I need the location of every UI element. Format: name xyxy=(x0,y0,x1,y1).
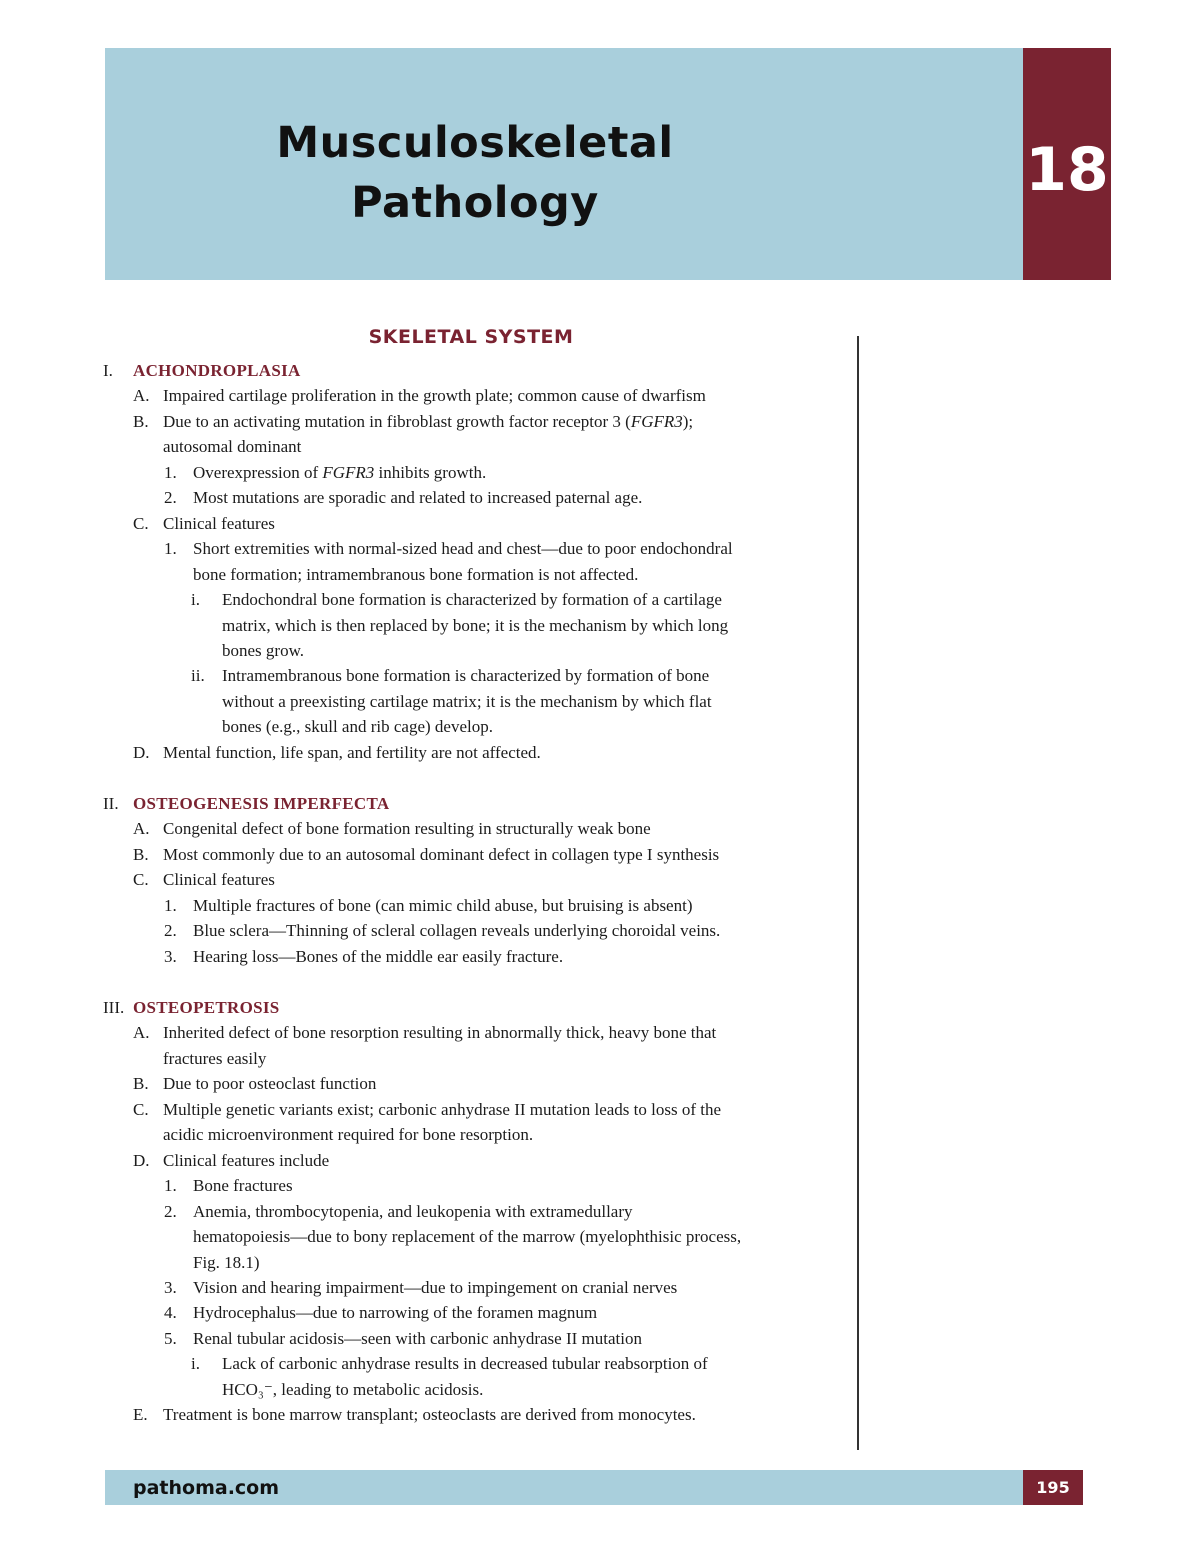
outline-text-line: Multiple fractures of bone (can mimic child abuse, but bruising is absent) xyxy=(193,895,693,915)
footer-site-link[interactable]: pathoma.com xyxy=(133,1477,280,1499)
outline-text-line: acidic microenvironment required for bone resorption. xyxy=(163,1125,534,1145)
outline-text-line: Congenital defect of bone formation resulting in structurally weak bone xyxy=(163,819,651,839)
outline-marker: C. xyxy=(133,1099,149,1119)
margin-rule xyxy=(857,336,859,1450)
outline-marker: 2. xyxy=(164,1201,177,1221)
outline-text-line: matrix, which is then replaced by bone; it is the mechanism by which long xyxy=(222,615,729,635)
outline-text-line: Renal tubular acidosis—seen with carbonic anhydrase II mutation xyxy=(193,1328,642,1348)
outline-text-line: Intramembranous bone formation is characterized by formation of bone xyxy=(222,666,710,686)
outline-marker: 4. xyxy=(164,1303,177,1323)
outline-marker: ii. xyxy=(191,666,205,686)
outline-text-line: bone formation; intramembranous bone formation is not affected. xyxy=(193,564,639,584)
outline-marker: 5. xyxy=(164,1328,177,1348)
outline-text-line: Due to an activating mutation in fibroblast growth factor receptor 3 (FGFR3); xyxy=(163,411,694,431)
outline-marker: 2. xyxy=(164,488,177,508)
outline-text-line: Blue sclera—Thinning of scleral collagen reveals underlying choroidal veins. xyxy=(193,921,721,941)
section-title: SKELETAL SYSTEM xyxy=(368,326,574,348)
section-heading: OSTEOPETROSIS xyxy=(133,998,280,1017)
outline-text-line: fractures easily xyxy=(163,1048,267,1068)
outline-text-line: Endochondral bone formation is characterized by formation of a cartilage xyxy=(222,590,722,610)
outline-marker: 3. xyxy=(164,946,177,966)
outline-text-line: bones (e.g., skull and rib cage) develop. xyxy=(222,717,493,737)
section-numeral: I. xyxy=(103,361,113,380)
outline-text-line: Hearing loss—Bones of the middle ear easily fracture. xyxy=(193,946,564,966)
outline-marker: A. xyxy=(133,386,150,406)
outline-marker: i. xyxy=(191,1354,200,1374)
outline-text-line: Short extremities with normal-sized head and chest—due to poor endochondral xyxy=(193,539,733,559)
outline-marker: 2. xyxy=(164,921,177,941)
outline-text-line: Vision and hearing impairment—due to impingement on cranial nerves xyxy=(193,1277,678,1297)
outline-text-line: Clinical features xyxy=(163,870,275,890)
page-number: 195 xyxy=(1036,1478,1070,1497)
outline-marker: A. xyxy=(133,819,150,839)
outline-text-line: Fig. 18.1) xyxy=(193,1252,260,1272)
section-numeral: II. xyxy=(103,794,119,813)
outline-text-line: Inherited defect of bone resorption resulting in abnormally thick, heavy bone that xyxy=(163,1023,717,1043)
section-heading: OSTEOGENESIS IMPERFECTA xyxy=(133,794,390,813)
section-numeral: III. xyxy=(103,998,125,1017)
outline-marker: D. xyxy=(133,1150,150,1170)
outline-marker: B. xyxy=(133,844,149,864)
outline-text-line: Hydrocephalus—due to narrowing of the foramen magnum xyxy=(193,1303,598,1323)
chapter-title-line-2: Pathology xyxy=(351,178,599,228)
outline-text-line: HCO₃⁻, leading to metabolic acidosis. xyxy=(222,1379,484,1399)
outline-text-line: Treatment is bone marrow transplant; osteoclasts are derived from monocytes. xyxy=(163,1405,696,1425)
section-heading: ACHONDROPLASIA xyxy=(133,361,301,380)
outline-text-line: Clinical features include xyxy=(163,1150,330,1170)
outline-marker: A. xyxy=(133,1023,150,1043)
outline-text-line: Most commonly due to an autosomal dominant defect in collagen type I synthesis xyxy=(163,844,720,864)
outline-text-line: Bone fractures xyxy=(193,1176,293,1196)
outline-text-line: Lack of carbonic anhydrase results in decreased tubular reabsorption of xyxy=(222,1354,708,1374)
outline-text-line: Multiple genetic variants exist; carbonic anhydrase II mutation leads to loss of the xyxy=(163,1099,722,1119)
chapter-number: 18 xyxy=(1025,135,1109,205)
outline-marker: i. xyxy=(191,590,200,610)
outline-marker: 1. xyxy=(164,462,177,482)
outline-marker: B. xyxy=(133,1074,149,1094)
outline-text-line: Due to poor osteoclast function xyxy=(163,1074,377,1094)
outline-marker: 1. xyxy=(164,1176,177,1196)
outline-text-line: Mental function, life span, and fertility are not affected. xyxy=(163,742,541,762)
outline-marker: C. xyxy=(133,513,149,533)
outline-text-line: Overexpression of FGFR3 inhibits growth. xyxy=(193,462,487,482)
outline-marker: E. xyxy=(133,1405,148,1425)
outline-marker: 3. xyxy=(164,1277,177,1297)
outline-text-line: hematopoiesis—due to bony replacement of the marrow (myelophthisic process, xyxy=(193,1227,742,1247)
outline-text-line: autosomal dominant xyxy=(163,437,302,457)
outline-text-line: without a preexisting cartilage matrix; it is the mechanism by which flat xyxy=(222,691,712,711)
outline-marker: 1. xyxy=(164,895,177,915)
outline-text-line: Impaired cartilage proliferation in the growth plate; common cause of dwarfism xyxy=(163,386,706,406)
chapter-title-line-1: Musculoskeletal xyxy=(276,118,674,168)
chapter-title xyxy=(105,113,845,233)
outline-marker: 1. xyxy=(164,539,177,559)
outline-marker: B. xyxy=(133,411,149,431)
outline-text-line: Clinical features xyxy=(163,513,275,533)
outline-text-line: Anemia, thrombocytopenia, and leukopenia with extramedullary xyxy=(193,1201,633,1221)
outline-marker: D. xyxy=(133,742,150,762)
outline-text-line: bones grow. xyxy=(222,640,304,660)
outline-marker: C. xyxy=(133,870,149,890)
outline-text-line: Most mutations are sporadic and related to increased paternal age. xyxy=(193,488,643,508)
